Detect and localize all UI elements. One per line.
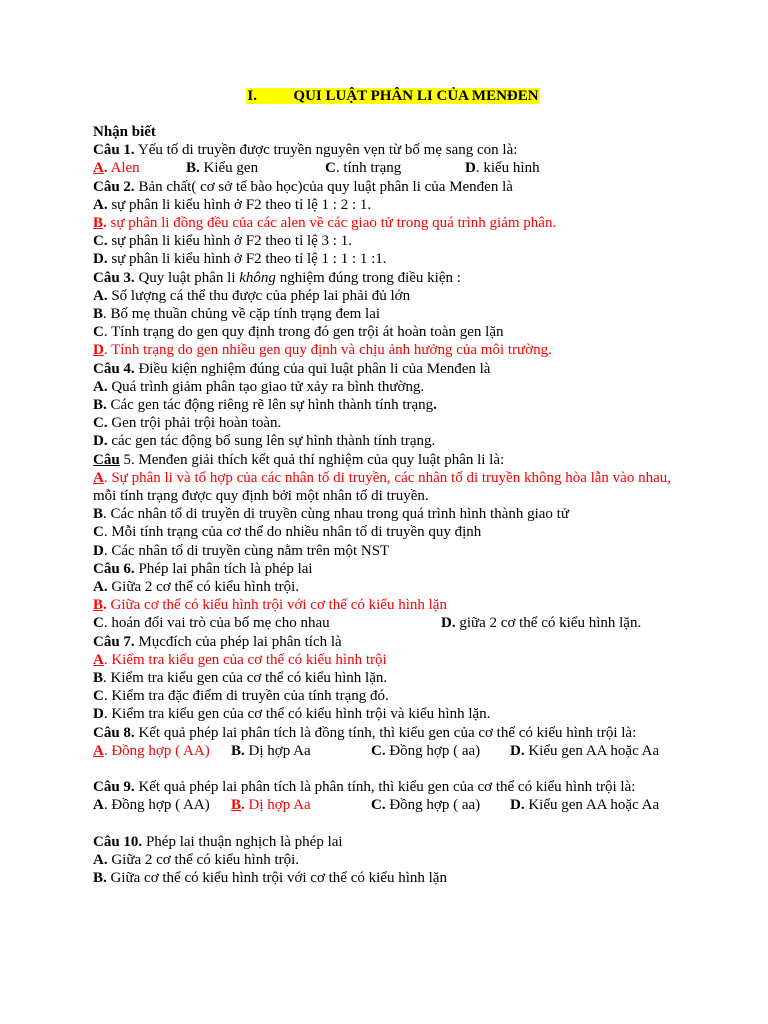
option-a-correct: A. Sự phân li và tổ hợp của các nhân tố di truyền, các nhân tố di truyền không hòa lẫn vào nhau, mỗi tính trạng được quy định bởi một nhân tố di truyền. bbox=[93, 469, 672, 505]
question-6: Câu 6. Phép lai phân tích là phép lai bbox=[93, 560, 313, 577]
question-9-options bbox=[93, 796, 693, 814]
option-c: C. Mỗi tính trạng của cơ thể do nhiều nhân tố di truyền quy định bbox=[93, 524, 482, 541]
option-a: A. Đồng hợp ( AA) bbox=[93, 797, 210, 814]
option-d: D. Các nhân tố di truyền cùng nằm trên một NST bbox=[93, 542, 390, 559]
option-d: D. giữa 2 cơ thể có kiểu hình lặn. bbox=[441, 615, 642, 632]
option-b: B. Kiểu gen bbox=[186, 160, 259, 177]
question-2: Câu 2. Bản chất( cơ sở tế bào học)của quy luật phân li của Menđen là bbox=[93, 178, 513, 195]
option-c: C. Đồng hợp ( aa) bbox=[371, 742, 481, 759]
option-d: D. Kiểu gen AA hoặc Aa bbox=[510, 797, 660, 814]
option-b: B. Dị hợp Aa bbox=[231, 742, 311, 759]
option-a: A. Giữa 2 cơ thể có kiểu hình trội. bbox=[93, 852, 300, 869]
option-d: D. kiểu hình bbox=[465, 160, 540, 177]
question-8: Câu 8. Kết quả phép lai phân tích là đồng tính, thì kiểu gen của cơ thể có kiểu hình trội là: bbox=[93, 724, 637, 741]
question-10: Câu 10. Phép lai thuận nghịch là phép lai bbox=[93, 833, 343, 850]
question-3: Câu 3. Quy luật phân li không nghiệm đúng trong điều kiện : bbox=[93, 269, 461, 286]
question-1: Câu 1. Yếu tố di truyền được truyền nguyên vẹn từ bố mẹ sang con là: bbox=[93, 142, 518, 159]
option-b-correct: B. sự phân li đồng đều của các alen về các giao tử trong quá trình giảm phân. bbox=[93, 215, 557, 231]
question-8-options bbox=[93, 742, 693, 760]
level-label: Nhận biết bbox=[93, 124, 156, 140]
option-a: A. sự phân li kiểu hình ở F2 theo tỉ lệ 1 : 2 : 1. bbox=[93, 196, 372, 213]
option-c: C. hoán đổi vai trò của bố mẹ cho nhau bbox=[93, 615, 330, 632]
option-d: D. Kiểu gen AA hoặc Aa bbox=[510, 742, 660, 759]
option-a-correct: A. Alen bbox=[93, 160, 140, 177]
option-c: C. Gen trội phải trội hoàn toàn. bbox=[93, 415, 282, 432]
option-c: C. Đồng hợp ( aa) bbox=[371, 797, 481, 814]
document-body bbox=[93, 86, 693, 887]
question-9: Câu 9. Kết quả phép lai phân tích là phân tính, thì kiểu gen của cơ thể có kiểu hình trội là: bbox=[93, 779, 636, 796]
section-number: I. bbox=[247, 88, 257, 104]
option-a-correct: A. Đồng hợp ( AA) bbox=[93, 742, 210, 759]
option-b: B. Kiểm tra kiểu gen của cơ thể có kiểu hình lặn. bbox=[93, 670, 388, 687]
question-7: Câu 7. Mụcđích của phép lai phân tích là bbox=[93, 633, 342, 650]
question-6-options-cd bbox=[93, 614, 693, 632]
option-b-correct: B. Dị hợp Aa bbox=[231, 797, 311, 814]
option-b: B. Giữa cơ thể có kiểu hình trội với cơ thể có kiểu hình lặn bbox=[93, 870, 447, 887]
option-b: B. Bố mẹ thuần chủng về cặp tính trạng đem lai bbox=[93, 306, 381, 323]
option-c: C. Kiểm tra đặc điểm di truyền của tính trạng đó. bbox=[93, 688, 389, 705]
option-a-correct: A. Kiểm tra kiểu gen của cơ thể có kiểu hình trội bbox=[93, 651, 387, 668]
option-a: A. Số lượng cá thể thu được của phép lai phải đủ lớn bbox=[93, 287, 411, 304]
option-a: A. Giữa 2 cơ thể có kiểu hình trội. bbox=[93, 579, 300, 596]
option-b: B. Các nhân tố di truyền di truyền cùng nhau trong quá trình hình thành giao tử bbox=[93, 506, 569, 523]
question-4: Câu 4. Điều kiện nghiệm đúng của qui luật phân li của Menđen là bbox=[93, 360, 491, 377]
option-c: C. tính trạng bbox=[325, 160, 402, 177]
option-d: D. Kiểm tra kiểu gen của cơ thể có kiểu hình trội và kiểu hình lặn. bbox=[93, 706, 491, 723]
option-c: C. sự phân li kiểu hình ở F2 theo tỉ lệ 3 : 1. bbox=[93, 233, 352, 250]
option-d-correct: D. Tính trạng do gen nhiều gen quy định và chịu ảnh hưởng của môi trường. bbox=[93, 342, 552, 359]
option-b-correct: B. Giữa cơ thể có kiểu hình trội với cơ thể có kiểu hình lặn bbox=[93, 597, 447, 614]
section-heading bbox=[93, 86, 693, 106]
section-title: QUI LUẬT PHÂN LI CỦA MENĐEN bbox=[293, 88, 539, 104]
option-d: D. các gen tác động bổ sung lên sự hình thành tính trạng. bbox=[93, 433, 436, 450]
question-1-options bbox=[93, 159, 693, 177]
option-d: D. sự phân li kiểu hình ở F2 theo tỉ lệ 1 : 1 : 1 :1. bbox=[93, 251, 387, 268]
option-b: B. Các gen tác động riêng rẽ lên sự hình thành tính trạng. bbox=[93, 397, 437, 414]
option-a: A. Quá trình giảm phân tạo giao tử xảy ra bình thường. bbox=[93, 378, 425, 395]
question-5: Câu 5. Menđen giải thích kết quả thí nghiệm của quy luật phân li là: bbox=[93, 451, 505, 468]
option-c: C. Tính trạng do gen quy định trong đó gen trội át hoàn toàn gen lặn bbox=[93, 324, 504, 341]
